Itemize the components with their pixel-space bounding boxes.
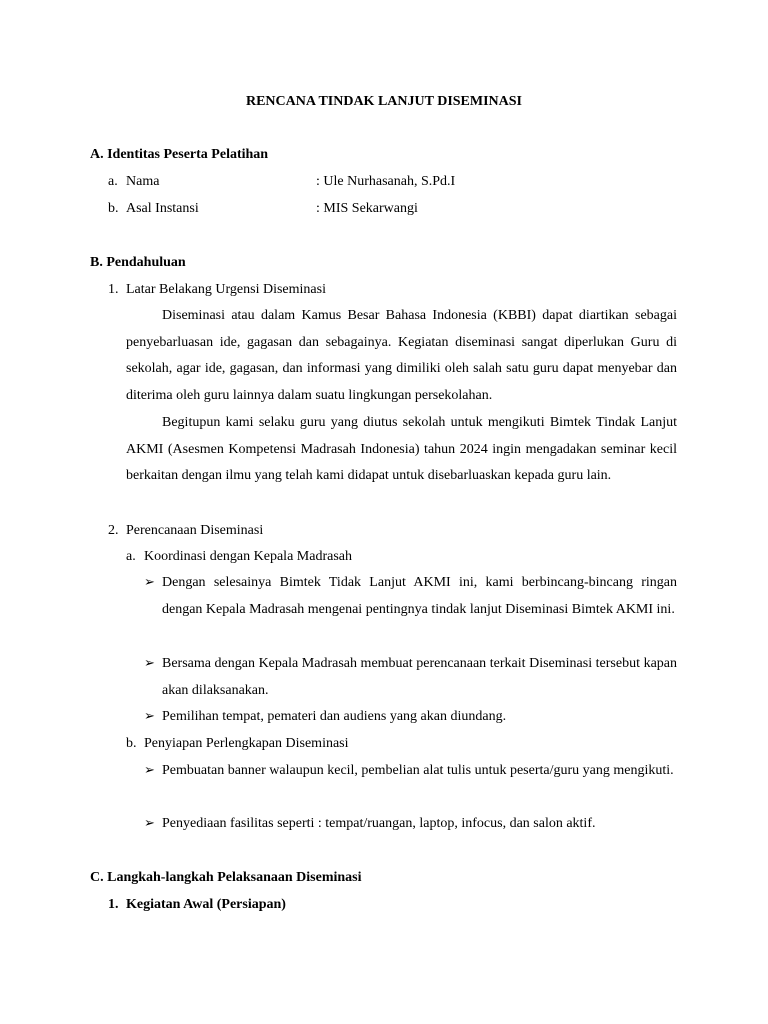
- bullet-item: [144, 570, 677, 623]
- row-marker: a.: [108, 174, 118, 189]
- arrow-bullet-icon: ➢: [144, 575, 155, 590]
- item-title: Latar Belakang Urgensi Diseminasi: [126, 282, 326, 297]
- bullet-text: Dengan selesainya Bimtek Tidak Lanjut AKMI ini, kami berbincang-bincang ringan dengan Kepala Madrasah mengenai pentingnya tindak lanjut Diseminasi Bimtek AKMI ini.: [162, 575, 677, 617]
- item-number: 2.: [108, 523, 119, 538]
- sub-item-marker: a.: [126, 549, 136, 564]
- row-value: : Ule Nurhasanah, S.Pd.I: [316, 174, 456, 189]
- item-number: 1.: [108, 282, 119, 297]
- bullet-item: [144, 811, 677, 838]
- row-label: Nama: [126, 174, 160, 189]
- arrow-bullet-icon: ➢: [144, 816, 155, 831]
- bullet-text: Pemilihan tempat, pemateri dan audiens yang akan diundang.: [162, 709, 507, 724]
- item-title: Perencanaan Diseminasi: [126, 523, 264, 538]
- arrow-bullet-icon: ➢: [144, 763, 155, 778]
- item-title: Kegiatan Awal (Persiapan): [126, 897, 286, 912]
- bullet-text: Bersama dengan Kepala Madrasah membuat perencanaan terkait Diseminasi tersebut kapan akan dilaksanakan.: [162, 656, 677, 698]
- sub-item-marker: b.: [126, 736, 137, 751]
- row-marker: b.: [108, 201, 119, 216]
- paragraph: Begitupun kami selaku guru yang diutus sekolah untuk mengikuti Bimtek Tindak Lanjut AKMI (Asesmen Kompetensi Madrasah Indonesia) tahun 2024 ingin mengadakan seminar kecil berkaitan dengan ilmu yang telah kami didapat untuk disebarluaskan kepada guru lain.: [126, 415, 677, 484]
- sub-item-title: Penyiapan Perlengkapan Diseminasi: [144, 736, 349, 751]
- row-value: : MIS Sekarwangi: [316, 201, 418, 216]
- row-label: Asal Instansi: [126, 201, 199, 216]
- section-b-heading: B. Pendahuluan: [90, 255, 186, 270]
- document-title: RENCANA TINDAK LANJUT DISEMINASI: [245, 94, 523, 109]
- bullet-item: [144, 758, 677, 785]
- bullet-text: Pembuatan banner walaupun kecil, pembelian alat tulis untuk peserta/guru yang mengikuti.: [162, 763, 674, 778]
- paragraph: Diseminasi atau dalam Kamus Besar Bahasa Indonesia (KBBI) dapat diartikan sebagai penyebarluasan ide, gagasan dan sebagainya. Kegiatan diseminasi sangat diperlukan Guru di sekolah, agar ide, gagasan, dan informasi yang dimiliki oleh salah satu guru dapat menyebar dan diterima oleh guru lainnya dalam suatu lingkungan persekolahan.: [126, 308, 677, 404]
- arrow-bullet-icon: ➢: [144, 656, 155, 671]
- section-a-heading: A. Identitas Peserta Pelatihan: [90, 147, 269, 162]
- sub-item-title: Koordinasi dengan Kepala Madrasah: [144, 549, 352, 564]
- arrow-bullet-icon: ➢: [144, 709, 155, 724]
- bullet-text: Penyediaan fasilitas seperti : tempat/ruangan, laptop, infocus, dan salon aktif.: [162, 816, 596, 831]
- item-number: 1.: [108, 897, 119, 912]
- bullet-item: [144, 651, 677, 704]
- section-c-heading: C. Langkah-langkah Pelaksanaan Diseminasi: [90, 870, 362, 885]
- bullet-item: [144, 704, 677, 731]
